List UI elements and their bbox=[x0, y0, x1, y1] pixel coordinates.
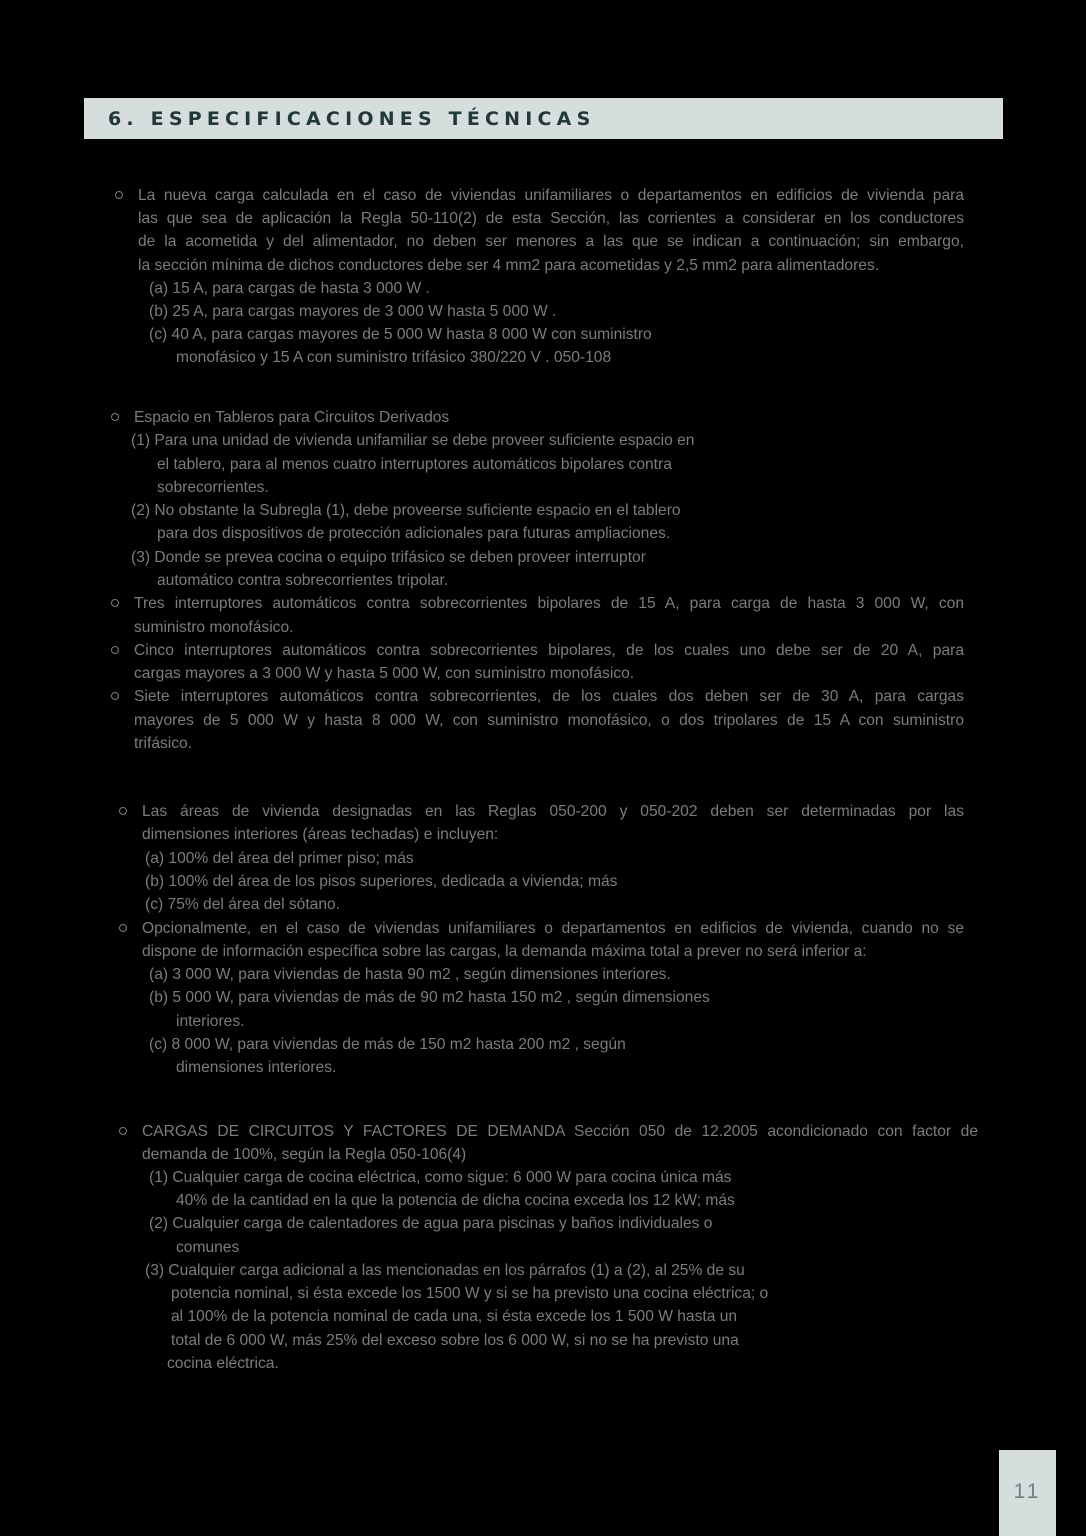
block2-line: Tres interruptores automáticos contra sobrecorrientes bipolares de 15 A, para carga de hasta 3 000 W, con bbox=[134, 595, 964, 612]
block2-line: Espacio en Tableros para Circuitos Derivados bbox=[134, 409, 450, 426]
block3-line: (a) 3 000 W, para viviendas de hasta 90 m2 , según dimensiones interiores. bbox=[149, 966, 671, 983]
block3-line: interiores. bbox=[176, 1013, 245, 1030]
section-header bbox=[84, 98, 1003, 139]
block2-line: Siete interruptores automáticos contra sobrecorrientes, de los cuales dos deben ser de 30 A, para cargas bbox=[134, 688, 964, 705]
block4-line: (1) Cualquier carga de cocina eléctrica, como sigue: 6 000 W para cocina única más bbox=[149, 1169, 732, 1186]
block2-line: automático contra sobrecorrientes tripolar. bbox=[157, 572, 449, 589]
block3-line: Opcionalmente, en el caso de viviendas unifamiliares o departamentos en edificios de vivienda, cuando no se bbox=[142, 920, 964, 937]
block2-line: (3) Donde se prevea cocina o equipo trifásico se deben proveer interruptor bbox=[131, 549, 646, 566]
block4-line: al 100% de la potencia nominal de cada una, si ésta excede los 1 500 W hasta un bbox=[171, 1308, 738, 1325]
block3-line: (b) 5 000 W, para viviendas de más de 90 m2 hasta 150 m2 , según dimensiones bbox=[149, 989, 710, 1006]
bullet-icon bbox=[111, 413, 119, 421]
block2-line: mayores de 5 000 W y hasta 8 000 W, con suministro monofásico, o dos tripolares de 15 A con suministro bbox=[134, 712, 964, 729]
block1-line: (b) 25 A, para cargas mayores de 3 000 W hasta 5 000 W . bbox=[149, 303, 557, 320]
block2-line: trifásico. bbox=[134, 735, 193, 752]
block1-line: La nueva carga calculada en el caso de viviendas unifamiliares o departamentos en edificios de vivienda para bbox=[138, 187, 964, 204]
page-number: 11 bbox=[1013, 1480, 1042, 1503]
block4-line: demanda de 100%, según la Regla 050-106(4) bbox=[142, 1146, 467, 1163]
page-number-box bbox=[999, 1450, 1056, 1536]
block2-line: sobrecorrientes. bbox=[157, 479, 269, 496]
block4-line: total de 6 000 W, más 25% del exceso sobre los 6 000 W, si no se ha previsto una bbox=[171, 1332, 739, 1349]
bullet-icon bbox=[119, 1127, 127, 1135]
bullet-icon bbox=[111, 599, 119, 607]
block1-line: (c) 40 A, para cargas mayores de 5 000 W hasta 8 000 W con suministro bbox=[149, 326, 652, 343]
section-title: 6. ESPECIFICACIONES TÉCNICAS bbox=[108, 107, 596, 130]
block4-line: (3) Cualquier carga adicional a las mencionadas en los párrafos (1) a (2), al 25% de su bbox=[145, 1262, 745, 1279]
block1-line: monofásico y 15 A con suministro trifásico 380/220 V . 050-108 bbox=[176, 349, 612, 366]
block2-line: (2) No obstante la Subregla (1), debe proveerse suficiente espacio en el tablero bbox=[131, 502, 681, 519]
bullet-icon bbox=[119, 807, 127, 815]
block2-line: cargas mayores a 3 000 W y hasta 5 000 W, con suministro monofásico. bbox=[134, 665, 635, 682]
block1-line: (a) 15 A, para cargas de hasta 3 000 W . bbox=[149, 280, 430, 297]
block4-line: (2) Cualquier carga de calentadores de agua para piscinas y baños individuales o bbox=[149, 1215, 713, 1232]
block2-line: suministro monofásico. bbox=[134, 619, 294, 636]
block4-line: potencia nominal, si ésta excede los 1500 W y si se ha previsto una cocina eléctrica; o bbox=[171, 1285, 769, 1302]
block2-line: Cinco interruptores automáticos contra sobrecorrientes bipolares, de los cuales uno debe ser de 20 A, para bbox=[134, 642, 964, 659]
block3-line: (c) 8 000 W, para viviendas de más de 150 m2 hasta 200 m2 , según bbox=[149, 1036, 626, 1053]
block3-line: dimensiones interiores. bbox=[176, 1059, 337, 1076]
block3-line: (a) 100% del área del primer piso; más bbox=[145, 850, 414, 867]
block2-line: para dos dispositivos de protección adicionales para futuras ampliaciones. bbox=[157, 525, 671, 542]
block3-line: dimensiones interiores (áreas techadas) e incluyen: bbox=[142, 826, 499, 843]
block1-line: las que sea de aplicación la Regla 50-110(2) de esta Sección, las corrientes a considerar en los conductores bbox=[138, 210, 964, 227]
block2-line: el tablero, para al menos cuatro interruptores automáticos bipolares contra bbox=[157, 456, 672, 473]
block1-line: la sección mínima de dichos conductores debe ser 4 mm2 para acometidas y 2,5 mm2 para alimentadores. bbox=[138, 257, 880, 274]
block1-line: de la acometida y del alimentador, no deben ser menores a las que se indican a continuación; sin embargo, bbox=[138, 233, 964, 250]
block4-line: 40% de la cantidad en la que la potencia de dicha cocina exceda los 12 kW; más bbox=[176, 1192, 735, 1209]
block3-line: dispone de información específica sobre las cargas, la demanda máxima total a prever no será inferior a: bbox=[142, 943, 867, 960]
block3-line: Las áreas de vivienda designadas en las Reglas 050-200 y 050-202 deben ser determinadas por las bbox=[142, 803, 964, 820]
bullet-icon bbox=[111, 692, 119, 700]
bullet-icon bbox=[115, 191, 123, 199]
bullet-icon bbox=[111, 646, 119, 654]
block4-line: CARGAS DE CIRCUITOS Y FACTORES DE DEMANDA Sección 050 de 12.2005 acondicionado con factor de bbox=[142, 1123, 978, 1140]
block3-line: (c) 75% del área del sótano. bbox=[145, 896, 341, 913]
block2-line: (1) Para una unidad de vivienda unifamiliar se debe proveer suficiente espacio en bbox=[131, 432, 695, 449]
block4-line: comunes bbox=[176, 1239, 240, 1256]
block3-line: (b) 100% del área de los pisos superiores, dedicada a vivienda; más bbox=[145, 873, 618, 890]
block4-line: cocina eléctrica. bbox=[167, 1355, 279, 1372]
bullet-icon bbox=[119, 924, 127, 932]
